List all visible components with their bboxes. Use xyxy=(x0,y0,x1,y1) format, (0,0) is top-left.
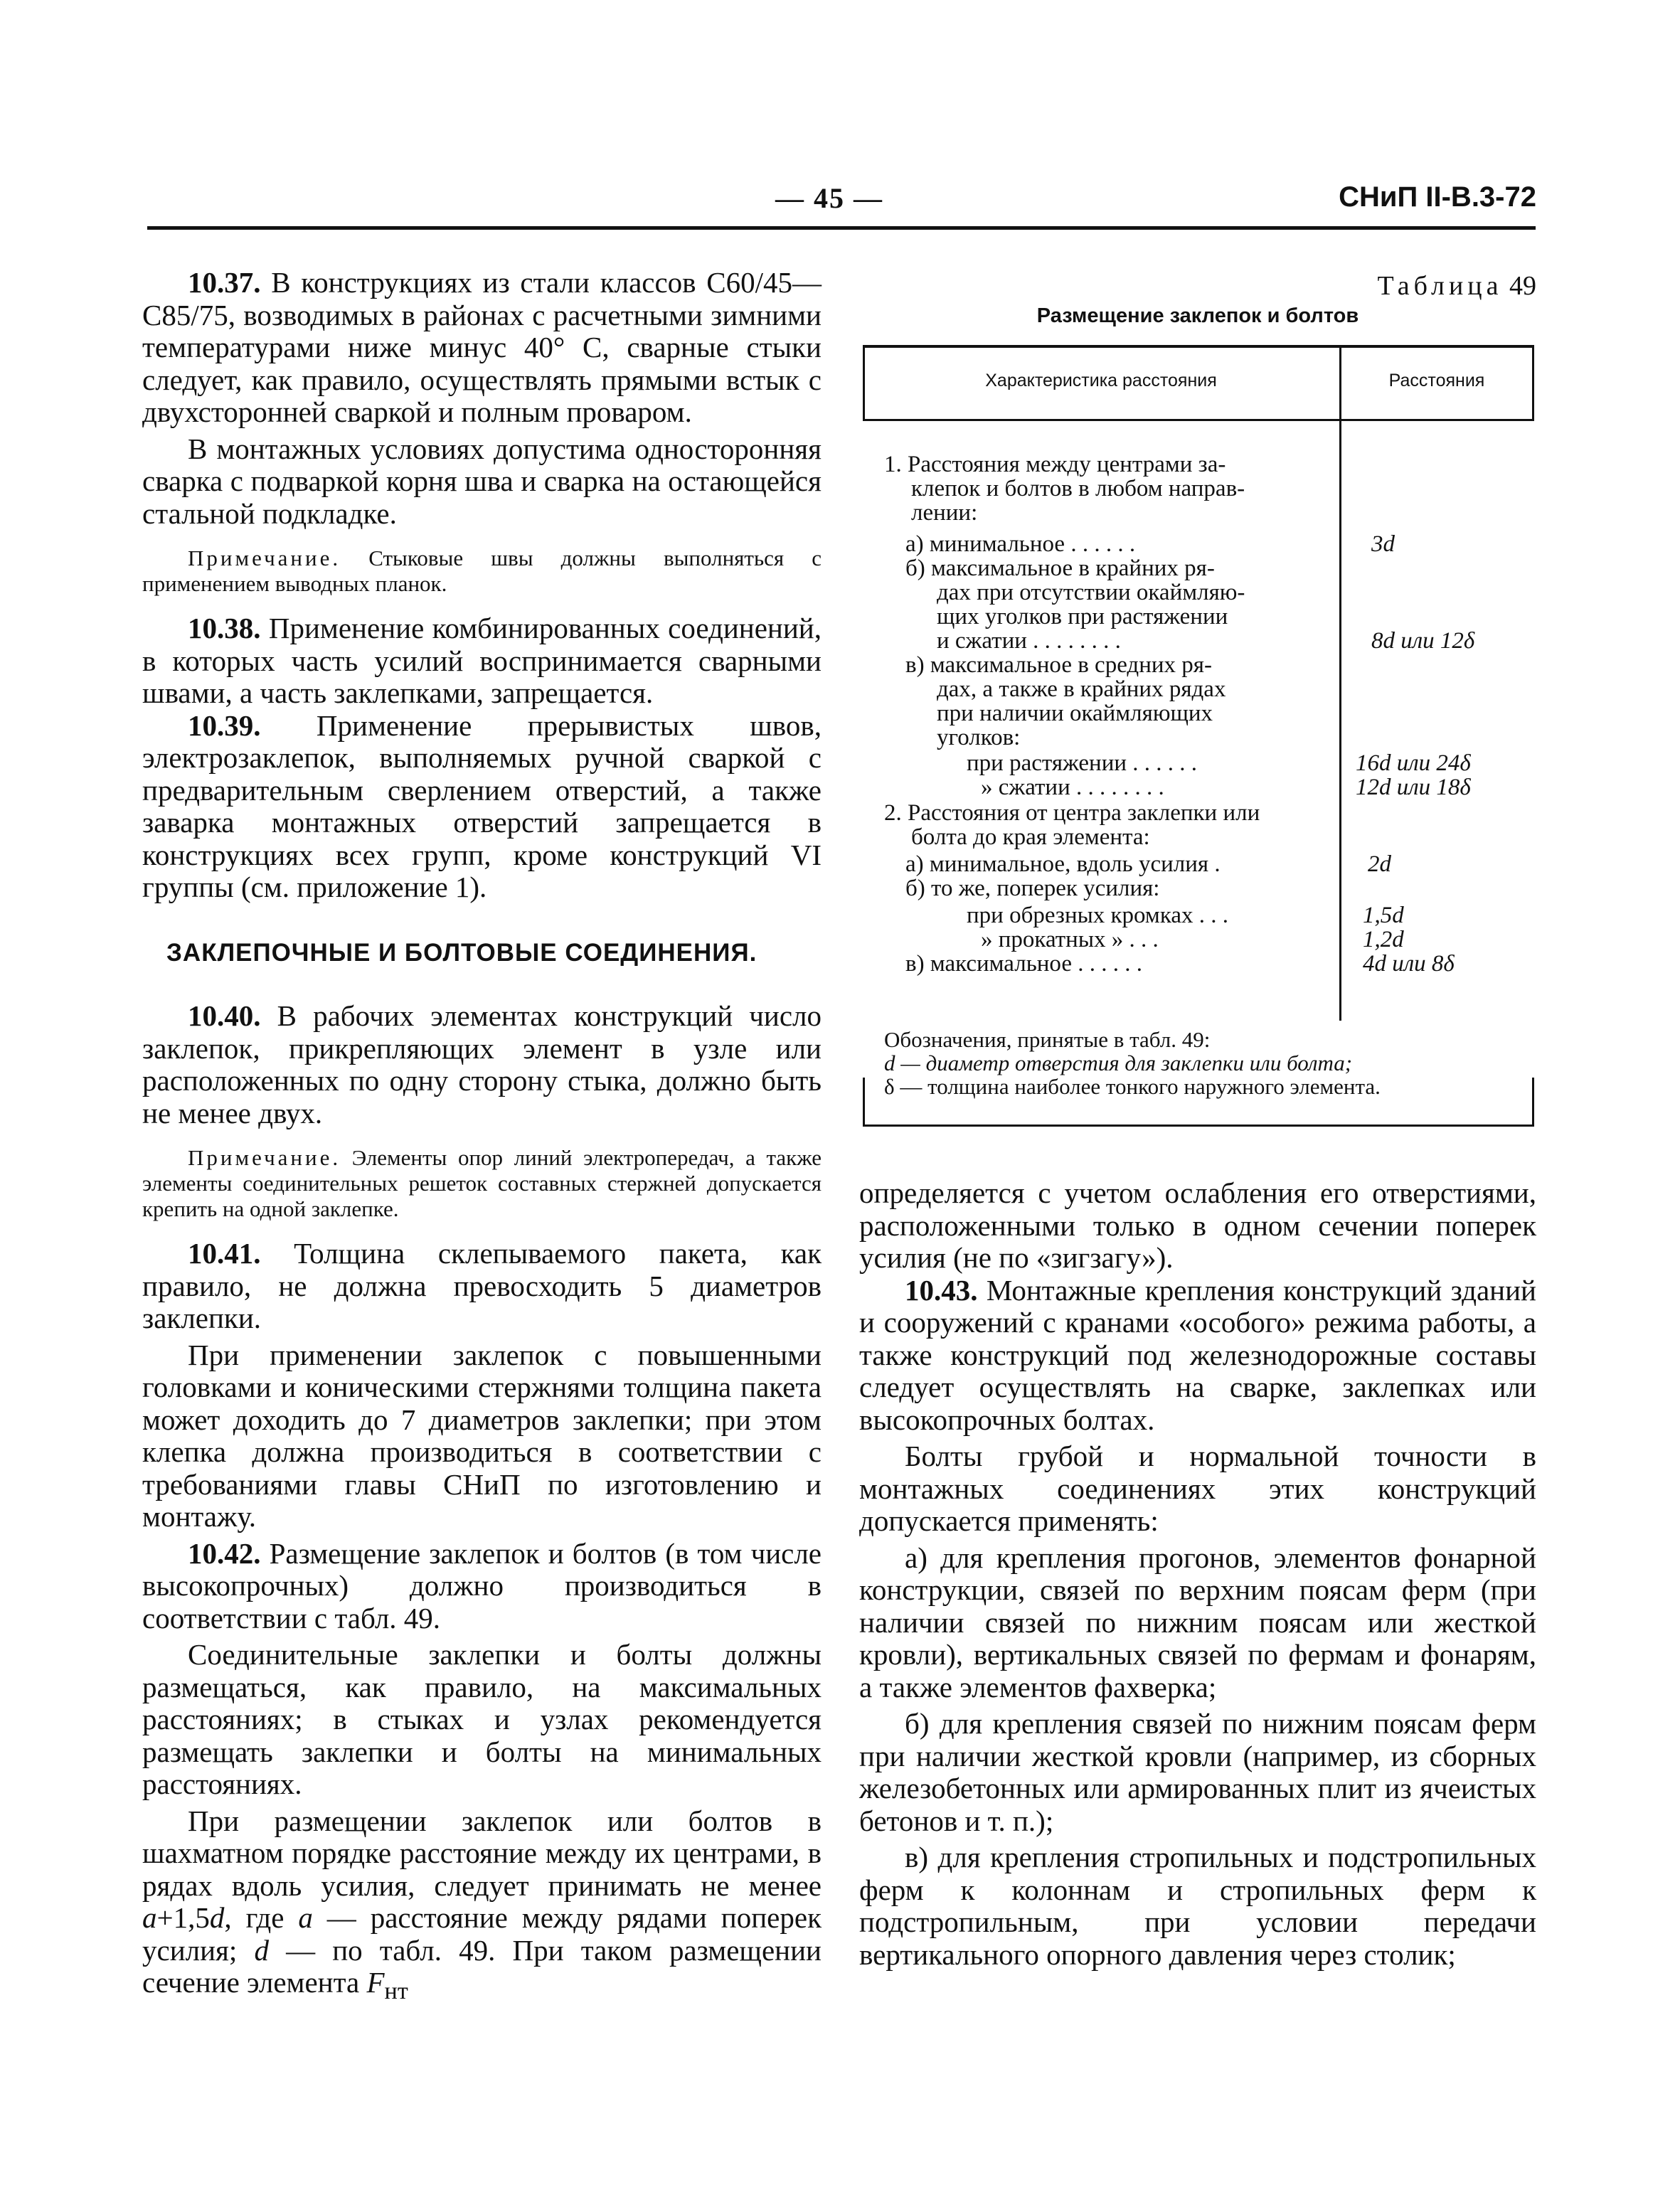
paragraph-10-37: 10.37. В конструкциях из стали классов С60/45—С85/75, возводимых в районах с расчетными зимними температурами ниже минус 40° С, сварные стыки следует, как правило, осуществлять прямыми встык с двухсторонней сваркой и полным проваром. xyxy=(142,266,822,428)
value-1c-tension: 16d или 24δ xyxy=(1356,750,1471,776)
paragraph-10-41: 10.41. Толщина склепываемого пакета, как правило, не должна превосходить 5 диаметров заклепки. xyxy=(142,1237,822,1334)
value-1b: 8d или 12δ xyxy=(1371,628,1475,654)
table-left-border-foot xyxy=(863,1078,865,1127)
row-1c-compression: » сжатии . . . . . . . . xyxy=(981,775,1164,800)
paragraph-continuation: определяется с учетом ослабления его отверстиями, расположенными только в одном сечении поперек усилия (не по «зигзагу»). xyxy=(859,1176,1536,1274)
table-column-divider xyxy=(1339,345,1341,1021)
row-1b-line-2: дах при отсутствии окаймляю- xyxy=(937,580,1245,605)
table-right-border xyxy=(1532,345,1534,421)
row-2-line-2: болта до края элемента: xyxy=(911,824,1150,850)
section-title: ЗАКЛЕПОЧНЫЕ И БОЛТОВЫЕ СОЕДИНЕНИЯ. xyxy=(166,938,757,967)
row-2-line-1: 2. Расстояния от центра заклепки или xyxy=(884,800,1260,826)
paragraph-10-39: 10.39. Применение прерывистых швов, электрозаклепок, выполняемых ручной сваркой с предварительным сверлением отверстий, а также заварка монтажных отверстий запрещается в конструкциях всех групп, кроме конструкций VI группы (см. приложение 1). xyxy=(142,708,822,903)
row-1c-line-1: в) максимальное в средних ря- xyxy=(905,652,1212,678)
value-1a: 3d xyxy=(1371,531,1395,557)
row-1a-line: а) минимальное . . . . . . xyxy=(905,531,1136,557)
row-1c-line-4: уголков: xyxy=(937,725,1021,750)
table-label: Таблица 49 xyxy=(1377,271,1536,301)
legend-d: d — диаметр отверстия для заклепки или болта; xyxy=(884,1051,1353,1075)
paragraph-10-42: 10.42. Размещение заклепок и болтов (в том числе высокопрочных) должно производиться в соответствии с табл. 49. xyxy=(142,1536,822,1634)
value-2b-rolled: 1,2d xyxy=(1363,927,1404,952)
page-header xyxy=(149,181,1536,224)
row-1-line-1: 1. Расстояния между центрами за- xyxy=(884,452,1226,477)
paragraph-10-42-c: При размещении заклепок или болтов в шахматном порядке расстояние между их центрами, в рядах вдоль усилия, следует принимать не менее а+1,5d, где а — расстояние между рядами поперек усилия; d — по табл. 49. При таком размещении сечение элемента $F_{нт}$ xyxy=(142,1804,822,2005)
row-2c-line: в) максимальное . . . . . . xyxy=(905,951,1142,977)
paragraph-10-40: 10.40. В рабочих элементах конструкций число заклепок, прикрепляющих элемент в узле или расположенных по одну сторону стыка, должно быть не менее двух. xyxy=(142,999,822,1129)
document-code: СНиП II-В.3-72 xyxy=(1339,181,1536,213)
value-2a: 2d xyxy=(1368,851,1391,877)
row-1c-line-3: при наличии окаймляющих xyxy=(937,701,1213,726)
table-header-border xyxy=(863,419,1534,421)
header-rule xyxy=(147,226,1536,230)
paragraph-10-43: 10.43. Монтажные крепления конструкций зданий и сооружений с кранами «особого» режима работы, а также конструкций под железнодорожные составы следует осуществлять на сварке, заклепках или высокопрочных болтах. xyxy=(859,1273,1536,1436)
table-right-border-foot xyxy=(1532,1078,1534,1127)
value-1c-compression: 12d или 18δ xyxy=(1356,775,1471,800)
table-top-border xyxy=(863,345,1534,348)
table-49 xyxy=(863,345,1534,1127)
row-1c-tension: при растяжении . . . . . . xyxy=(967,750,1198,776)
value-2b-cut: 1,5d xyxy=(1363,903,1404,928)
row-1b-line-1: б) максимальное в крайних ря- xyxy=(905,555,1215,581)
table-title: Размещение заклепок и болтов xyxy=(1036,304,1359,327)
paragraph-10-43-b: Болты грубой и нормальной точности в монтажных соединениях этих конструкций допускается применять: xyxy=(859,1440,1536,1537)
list-item-b: б) для крепления связей по нижним поясам ферм при наличии жесткой кровли (например, из сборных железобетонных или армированных плит из ячеистых бетонов и т. п.); xyxy=(859,1707,1536,1837)
legend-title: Обозначения, принятые в табл. 49: xyxy=(884,1027,1211,1052)
right-column xyxy=(859,1177,1536,1971)
row-1b-line-3: щих уголков при растяжении xyxy=(937,604,1228,629)
row-2a-line: а) минимальное, вдоль усилия . xyxy=(905,851,1221,877)
paragraph-10-38: 10.38. Применение комбинированных соединений, в которых часть усилий воспринимается сварными швами, а часть заклепками, запрещается. xyxy=(142,612,822,709)
paragraph-10-37-b: В монтажных условиях допустима односторонняя сварка с подваркой корня шва и сварка на остающейся стальной подкладке. xyxy=(142,432,822,530)
row-1c-line-2: дах, а также в крайних рядах xyxy=(937,676,1226,702)
row-1b-line-4: и сжатии . . . . . . . . xyxy=(937,628,1121,654)
paragraph-10-41-b: При применении заклепок с повышенными головками и коническими стержнями толщина пакета может доходить до 7 диаметров заклепки; при этом клепка должна производиться в соответствии с требованиями главы СНиП по изготовлению и монтажу. xyxy=(142,1338,822,1533)
column-header-characteristic: Характеристика расстояния xyxy=(985,371,1217,390)
row-1-line-3: лении: xyxy=(911,500,978,526)
page-number: — 45 — xyxy=(775,182,883,214)
legend-delta: δ — толщина наиболее тонкого наружного элемента. xyxy=(884,1074,1381,1099)
row-2b-rolled-edges: » прокатных » . . . xyxy=(981,927,1159,952)
paragraph-10-42-b: Соединительные заклепки и болты должны размещаться, как правило, на максимальных расстояниях; в стыках и узлах рекомендуется размещать заклепки и болты на минимальных расстояниях. xyxy=(142,1638,822,1800)
row-2b-cut-edges: при обрезных кромках . . . xyxy=(967,903,1228,928)
row-1-line-2: клепок и болтов в любом направ- xyxy=(911,476,1245,501)
row-2b-line: б) то же, поперек усилия: xyxy=(905,876,1160,901)
list-item-a: а) для крепления прогонов, элементов фонарной конструкции, связей по верхним поясам ферм (при наличии связей по нижним поясам или жесткой кровли), вертикальных связей по фермам и фонарям, а также элементов фахверка; xyxy=(859,1541,1536,1703)
list-item-c: в) для крепления стропильных и подстропильных ферм к колоннам и стропильных ферм к подстропильным, при условии передачи вертикального опорного давления через столик; xyxy=(859,1841,1536,1971)
value-2c: 4d или 8δ xyxy=(1363,951,1455,977)
note-2: Примечание. Элементы опор линий электропередач, а также элементы соединительных решеток составных стержней допускается крепить на одной заклепке. xyxy=(142,1145,822,1221)
table-bottom-border xyxy=(863,1125,1534,1127)
column-header-distance: Расстояния xyxy=(1388,371,1485,390)
left-column xyxy=(142,267,822,2008)
note-1: Примечание. Стыковые швы должны выполняться с применением выводных планок. xyxy=(142,546,822,596)
